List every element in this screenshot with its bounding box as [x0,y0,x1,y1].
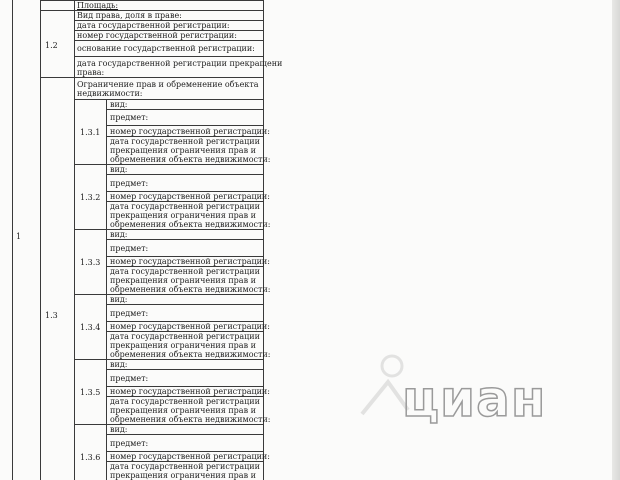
subject-label: предмет: [110,179,149,188]
reg-number-label: номер государственной регистрации: [110,452,270,461]
row-divider [106,174,264,175]
termination-date-label: прекращения ограничения прав и [110,471,256,480]
section-number: 1 [16,232,22,241]
termination-date-label-cont: права: [77,68,105,77]
termination-date-label: прекращения ограничения прав и [110,341,256,350]
row-divider [106,125,264,126]
row-divider [74,359,264,360]
kind-label: вид: [110,425,128,434]
page-edge [612,0,620,480]
row-divider [74,164,264,165]
table-right-border [263,0,264,480]
reg-basis-label: основание государственной регистрации: [77,44,255,53]
termination-date-label: дата государственной регистрации [110,462,260,471]
termination-date-label: дата государственной регистрации [110,137,260,146]
row-divider [40,0,264,1]
termination-date-label: дата государственной регистрации [110,332,260,341]
termination-date-label: дата государственной регистрации [110,202,260,211]
termination-date-label: дата государственной регистрации [110,397,260,406]
subject-label: предмет: [110,374,149,383]
reg-number-label: номер государственной регистрации: [110,387,270,396]
row-divider [106,369,264,370]
watermark-text: циан [402,370,547,428]
item-col-divider [106,99,107,480]
table-col-divider-1 [40,0,41,480]
row-divider [74,294,264,295]
reg-number-label: номер государственной регистрации: [77,31,237,40]
reg-number-label: номер государственной регистрации: [110,257,270,266]
kind-label: вид: [110,360,128,369]
encumbrance-title: Ограничение прав и обременение объекта [77,80,259,89]
termination-date-label: дата государственной регистрации [110,267,260,276]
subject-label: предмет: [110,244,149,253]
subject-label: предмет: [110,309,149,318]
subject-label: предмет: [110,113,149,122]
encumbrance-title-cont: недвижимости: [77,89,143,98]
termination-date-label: прекращения ограничения прав и [110,406,256,415]
row-divider [106,434,264,435]
kind-label: вид: [110,100,128,109]
item-number: 1.3.3 [80,258,101,267]
row-divider [40,77,264,78]
subject-label: предмет: [110,439,149,448]
row-divider [74,56,264,57]
reg-date-label: дата государственной регистрации: [77,21,230,30]
item-number: 1.3.4 [80,323,101,332]
reg-number-label: номер государственной регистрации: [110,322,270,331]
row-divider [106,304,264,305]
row-divider [74,40,264,41]
item-number: 1.3.5 [80,388,101,397]
termination-date-label: обременения объекта недвижимости: [110,415,271,424]
termination-date-label: обременения объекта недвижимости: [110,350,271,359]
row-divider [74,99,264,100]
table-left-border [12,0,13,480]
kind-label: вид: [110,230,128,239]
termination-date-label: прекращения ограничения прав и [110,146,256,155]
termination-date-label: прекращения ограничения прав и [110,211,256,220]
row-divider [74,424,264,425]
subsection-number-1-2: 1.2 [45,41,58,50]
reg-number-label: номер государственной регистрации: [110,192,270,201]
subsection-number-1-3: 1.3 [45,311,58,320]
kind-label: вид: [110,295,128,304]
item-number: 1.3.1 [80,128,101,137]
table-col-divider-2 [74,0,75,480]
row-divider [106,109,264,110]
kind-label: вид: [110,165,128,174]
termination-date-label: дата государственной регистрации прекращени [77,59,283,68]
item-number: 1.3.6 [80,453,101,462]
termination-date-label: обременения объекта недвижимости: [110,155,271,164]
termination-date-label: обременения объекта недвижимости: [110,220,271,229]
right-share-label: Вид права, доля в праве: [77,11,182,20]
row-divider [74,229,264,230]
item-number: 1.3.2 [80,193,101,202]
termination-date-label: обременения объекта недвижимости: [110,285,271,294]
termination-date-label: прекращения ограничения прав и [110,276,256,285]
reg-number-label: номер государственной регистрации: [110,127,270,136]
area-label: Площадь: [77,1,119,10]
row-divider [106,239,264,240]
